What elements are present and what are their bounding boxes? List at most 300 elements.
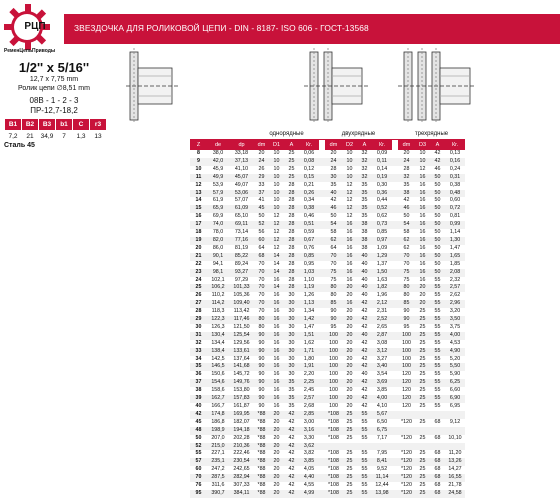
chain-size: 1/2'' x 5/16'' bbox=[18, 60, 90, 75]
table-cell: 25 bbox=[415, 379, 430, 387]
table-cell: 90 bbox=[258, 387, 265, 394]
table-cell: 28 bbox=[288, 244, 295, 251]
table-cell: 3,54 bbox=[376, 371, 388, 378]
table-cell: 122,3 bbox=[207, 316, 229, 324]
table-cell: 0,72 bbox=[445, 205, 465, 213]
table-cell: 6,25 bbox=[445, 379, 465, 387]
table-cell: 1,47 bbox=[449, 244, 461, 251]
table-cell: 10 bbox=[342, 174, 357, 182]
table-cell: *88 bbox=[257, 450, 266, 457]
table-cell: 2,96 bbox=[445, 300, 465, 308]
table-cell: 10 bbox=[269, 174, 284, 182]
table-cell: 0,21 bbox=[303, 181, 315, 188]
table-cell: 42 bbox=[288, 418, 295, 425]
table-cell: 32 bbox=[398, 174, 415, 182]
table-cell: 30 bbox=[284, 316, 299, 324]
table-cell: *88 bbox=[254, 458, 269, 466]
table-cell: *108 bbox=[325, 458, 342, 466]
table-cell: 85 bbox=[398, 300, 415, 308]
table-cell: 25 bbox=[419, 403, 426, 409]
teeth-count-cell: 22 bbox=[195, 260, 202, 267]
table-cell: 90,1 bbox=[207, 253, 229, 261]
table-cell: 50 bbox=[434, 260, 441, 267]
table-cell: 10 bbox=[346, 150, 353, 156]
table-cell: 55 bbox=[430, 300, 445, 308]
table-cell: 166,7 bbox=[211, 403, 225, 409]
table-cell: *88 bbox=[257, 418, 266, 425]
table-cell: 25 bbox=[284, 158, 299, 166]
table-cell bbox=[430, 427, 445, 435]
table-cell: 25 bbox=[346, 418, 353, 425]
table-cell: 0,06 bbox=[303, 150, 315, 156]
table-cell: 14 bbox=[273, 260, 280, 267]
dimension-header: B2 bbox=[22, 119, 39, 131]
table-cell: 0,46 bbox=[303, 213, 315, 220]
table-cell: 70 bbox=[258, 292, 265, 299]
table-cell: 53,06 bbox=[229, 190, 254, 198]
teeth-count-cell: 95 bbox=[190, 490, 207, 498]
table-cell: 30 bbox=[325, 174, 342, 182]
table-cell: 384,11 bbox=[229, 490, 254, 498]
table-cell: 20 bbox=[273, 466, 280, 473]
table-cell: 20 bbox=[346, 387, 353, 394]
table-cell: 150,6 bbox=[211, 371, 225, 378]
dimension-header: B1 bbox=[5, 119, 22, 131]
table-cell: 42,0 bbox=[207, 158, 229, 166]
table-cell: 60 bbox=[254, 237, 269, 245]
table-cell: 20 bbox=[403, 150, 410, 156]
table-cell: 55 bbox=[434, 292, 441, 299]
column-header: D2 bbox=[342, 140, 357, 151]
table-cell: 1,34 bbox=[303, 308, 315, 315]
teeth-count-cell: 14 bbox=[195, 197, 202, 204]
dimension-header: B3 bbox=[39, 119, 56, 131]
table-row bbox=[190, 166, 465, 174]
table-cell bbox=[415, 443, 430, 451]
table-cell: 38 bbox=[361, 229, 368, 236]
table-cell: 12 bbox=[273, 213, 280, 220]
table-cell: 42 bbox=[284, 458, 299, 466]
table-cell: 30 bbox=[284, 363, 299, 371]
table-cell: 29 bbox=[254, 174, 269, 182]
table-cell: 50 bbox=[430, 253, 445, 261]
table-cell: 50 bbox=[258, 213, 265, 220]
table-cell: 1,13 bbox=[299, 300, 319, 308]
table-cell: 2,12 bbox=[372, 300, 392, 308]
table-cell bbox=[398, 411, 415, 419]
table-cell: 12,44 bbox=[375, 482, 389, 489]
table-cell: 42 bbox=[284, 411, 299, 419]
table-cell: 90 bbox=[325, 316, 342, 324]
table-cell: 100 bbox=[402, 355, 411, 362]
dimension-header: b1 bbox=[56, 119, 73, 131]
table-cell: 16 bbox=[273, 355, 280, 362]
table-cell: 28 bbox=[284, 221, 299, 229]
table-cell: 25 bbox=[415, 348, 430, 356]
table-cell: 10 bbox=[346, 165, 353, 172]
table-cell: 81,19 bbox=[234, 244, 249, 251]
table-cell: 25 bbox=[415, 363, 430, 371]
dimension-value: 21 bbox=[26, 133, 34, 140]
table-cell: 68 bbox=[434, 434, 441, 441]
table-cell: 75 bbox=[398, 269, 415, 277]
teeth-count-cell: 15 bbox=[190, 205, 207, 213]
table-cell: 133,61 bbox=[229, 348, 254, 356]
table-cell: 25 bbox=[419, 339, 426, 346]
table-cell: 55 bbox=[434, 323, 441, 330]
table-cell: 100 bbox=[325, 379, 342, 387]
table-cell: 118,3 bbox=[211, 308, 225, 315]
table-cell: 14,27 bbox=[448, 466, 462, 473]
table-cell: 55 bbox=[434, 355, 441, 362]
table-cell: 55 bbox=[434, 371, 441, 378]
table-cell: 50 bbox=[403, 213, 410, 220]
table-cell: 2,87 bbox=[372, 332, 392, 340]
table-cell: 20 bbox=[269, 443, 284, 451]
table-cell: 50 bbox=[430, 269, 445, 277]
table-cell: 70 bbox=[330, 260, 337, 267]
table-row bbox=[190, 371, 465, 379]
table-cell: 55 bbox=[430, 332, 445, 340]
column-header: Кг. bbox=[445, 140, 465, 151]
table-cell: 73,14 bbox=[234, 229, 249, 236]
table-cell: 16 bbox=[269, 316, 284, 324]
table-cell: 50 bbox=[434, 197, 441, 204]
table-cell: 55 bbox=[434, 308, 441, 315]
table-cell: 20 bbox=[330, 150, 337, 156]
table-cell: 0,11 bbox=[372, 158, 392, 166]
table-cell: 68 bbox=[434, 482, 441, 489]
table-cell: 38 bbox=[398, 190, 415, 198]
page-title: ЗВЕЗДОЧКА ДЛЯ РОЛИКОВОЙ ЦЕПИ - DIN - 8187- ISO 606 - ГОСТ-13568 bbox=[74, 23, 369, 33]
table-row bbox=[190, 197, 465, 205]
table-cell: 4,99 bbox=[299, 490, 319, 498]
table-cell: 1,63 bbox=[376, 276, 388, 283]
table-row bbox=[190, 190, 465, 198]
table-cell: 0,13 bbox=[449, 150, 461, 156]
group-header-single: однорядные bbox=[254, 128, 319, 140]
dimension-value: 1,3 bbox=[76, 133, 86, 140]
table-cell: 70 bbox=[258, 308, 265, 315]
table-cell: 120 bbox=[402, 387, 411, 394]
table-cell: 20 bbox=[415, 284, 430, 292]
table-cell: 114,2 bbox=[207, 300, 229, 308]
teeth-count-cell: 8 bbox=[197, 150, 200, 156]
table-cell: 20 bbox=[342, 316, 357, 324]
table-cell: 50 bbox=[430, 237, 445, 245]
table-cell: 24,58 bbox=[445, 490, 465, 498]
table-cell: 207,0 bbox=[211, 434, 225, 441]
table-cell: 1,19 bbox=[299, 284, 319, 292]
table-cell: 53,9 bbox=[212, 181, 224, 188]
table-cell: 227,1 bbox=[211, 450, 225, 457]
table-row bbox=[190, 411, 465, 419]
table-cell: 5,67 bbox=[372, 411, 392, 419]
table-row bbox=[190, 261, 465, 269]
table-cell: 2,20 bbox=[303, 371, 315, 378]
table-cell: 0,99 bbox=[445, 221, 465, 229]
table-cell: 3,00 bbox=[303, 418, 315, 425]
table-cell: 69,9 bbox=[212, 213, 224, 220]
table-cell: 35 bbox=[361, 181, 368, 188]
table-cell: 64 bbox=[330, 244, 337, 251]
table-cell: 40 bbox=[357, 253, 372, 261]
table-cell: 130,4 bbox=[207, 332, 229, 340]
dimensions-table bbox=[4, 118, 107, 142]
table-cell: 28 bbox=[288, 229, 295, 236]
teeth-count-cell: 25 bbox=[190, 284, 207, 292]
table-cell: 80 bbox=[398, 284, 415, 292]
table-cell: 0,24 bbox=[449, 165, 461, 172]
table-cell: 50 bbox=[434, 244, 441, 251]
table-cell: 20 bbox=[346, 371, 353, 378]
table-cell: 55 bbox=[357, 474, 372, 482]
table-cell: 40 bbox=[361, 276, 368, 283]
chain-dimensions: 12,7 x 7,75 mm bbox=[29, 76, 79, 83]
table-cell: 1,62 bbox=[303, 339, 315, 346]
table-cell: 54 bbox=[398, 221, 415, 229]
table-cell: 28 bbox=[330, 165, 337, 172]
table-cell: 121,50 bbox=[233, 323, 250, 330]
table-cell: 16,55 bbox=[445, 474, 465, 482]
table-row bbox=[190, 158, 465, 166]
table-cell: 12 bbox=[346, 213, 353, 220]
table-cell: 161,87 bbox=[233, 403, 250, 409]
teeth-count-cell: 24 bbox=[195, 276, 202, 283]
table-cell: 42 bbox=[288, 482, 295, 489]
table-cell: 142,5 bbox=[211, 355, 225, 362]
table-cell: 145,72 bbox=[233, 371, 250, 378]
table-cell bbox=[445, 443, 465, 451]
table-cell: 8,41 bbox=[372, 458, 392, 466]
table-cell: 242,65 bbox=[233, 466, 250, 473]
table-cell: 20 bbox=[346, 403, 353, 409]
table-row bbox=[190, 387, 465, 395]
table-cell: 20 bbox=[346, 292, 353, 299]
table-cell: 40 bbox=[361, 371, 368, 378]
table-row bbox=[190, 324, 465, 332]
teeth-count-cell: 37 bbox=[190, 379, 207, 387]
dimension-value: 7 bbox=[62, 133, 66, 140]
table-cell: 40 bbox=[361, 292, 368, 299]
table-cell: 12 bbox=[273, 229, 280, 236]
table-cell: 7,17 bbox=[376, 434, 388, 441]
table-cell: 42 bbox=[361, 355, 368, 362]
table-cell: 28 bbox=[288, 181, 295, 188]
table-cell: 3,12 bbox=[372, 348, 392, 356]
table-cell: 4,53 bbox=[449, 339, 461, 346]
table-cell: 32 bbox=[361, 165, 368, 172]
table-cell: 68 bbox=[430, 490, 445, 498]
table-cell: 12 bbox=[419, 165, 426, 172]
table-cell: 24 bbox=[325, 158, 342, 166]
table-cell: 1,47 bbox=[303, 323, 315, 330]
table-cell: 70 bbox=[325, 253, 342, 261]
dimension-value: 13 bbox=[94, 133, 102, 140]
column-header: Кг. bbox=[299, 140, 319, 151]
table-cell: 100 bbox=[329, 387, 338, 394]
table-cell: 42 bbox=[434, 150, 441, 156]
table-cell: 55 bbox=[430, 316, 445, 324]
table-cell: 1,30 bbox=[445, 237, 465, 245]
table-cell: 25 bbox=[342, 427, 357, 435]
table-cell: 62 bbox=[325, 237, 342, 245]
table-cell: 117,46 bbox=[229, 316, 254, 324]
table-cell: 16 bbox=[269, 363, 284, 371]
table-cell: 0,67 bbox=[299, 237, 319, 245]
table-row bbox=[190, 435, 465, 443]
table-cell: 90 bbox=[258, 403, 265, 409]
teeth-count-cell: 38 bbox=[195, 387, 202, 394]
table-cell: 100 bbox=[325, 348, 342, 356]
table-cell: 90 bbox=[403, 308, 410, 315]
table-cell: 94,1 bbox=[212, 260, 224, 267]
table-cell: 64 bbox=[258, 244, 265, 251]
teeth-count-cell: 19 bbox=[190, 237, 207, 245]
table-cell: 28 bbox=[284, 253, 299, 261]
table-cell: 25 bbox=[346, 434, 353, 441]
table-cell: 2,52 bbox=[372, 316, 392, 324]
table-cell: 57,9 bbox=[207, 190, 229, 198]
table-cell: 20 bbox=[273, 482, 280, 489]
table-cell: 3,82 bbox=[303, 450, 315, 457]
table-cell: 80 bbox=[254, 316, 269, 324]
table-cell: 3,85 bbox=[299, 458, 319, 466]
table-cell: 16 bbox=[415, 205, 430, 213]
table-cell: 20 bbox=[269, 427, 284, 435]
table-row bbox=[190, 229, 465, 237]
table-cell: 40 bbox=[357, 269, 372, 277]
table-cell: 10 bbox=[269, 205, 284, 213]
table-row bbox=[190, 395, 465, 403]
table-cell: 20 bbox=[346, 339, 353, 346]
dimension-header: C bbox=[73, 119, 90, 131]
table-cell: 16 bbox=[269, 395, 284, 403]
table-cell: 16 bbox=[269, 379, 284, 387]
table-cell: 30 bbox=[284, 300, 299, 308]
table-cell: 157,83 bbox=[229, 395, 254, 403]
table-cell bbox=[398, 427, 415, 435]
table-cell: 68 bbox=[430, 474, 445, 482]
table-cell: 146,5 bbox=[207, 363, 229, 371]
table-cell: *88 bbox=[257, 482, 266, 489]
table-cell: 247,2 bbox=[211, 466, 225, 473]
table-cell: 186,8 bbox=[211, 418, 225, 425]
table-cell: 42 bbox=[357, 316, 372, 324]
table-cell: 50 bbox=[430, 190, 445, 198]
table-cell: 55 bbox=[430, 379, 445, 387]
table-row bbox=[190, 316, 465, 324]
table-cell: 37,13 bbox=[229, 158, 254, 166]
table-cell: 0,38 bbox=[449, 181, 461, 188]
table-cell: 32 bbox=[361, 150, 368, 156]
teeth-count-cell: 9 bbox=[190, 158, 207, 166]
table-cell: 12 bbox=[273, 244, 280, 251]
teeth-count-cell: 28 bbox=[195, 308, 202, 315]
table-cell: 42 bbox=[284, 490, 299, 498]
table-cell: 93,27 bbox=[229, 269, 254, 277]
teeth-count-cell: 48 bbox=[190, 427, 207, 435]
column-header: A bbox=[430, 140, 445, 151]
table-cell: 49,07 bbox=[234, 181, 249, 188]
table-cell: 100 bbox=[398, 332, 415, 340]
table-cell: 41,10 bbox=[234, 165, 249, 172]
table-cell: 50 bbox=[430, 221, 445, 229]
teeth-count-cell: 40 bbox=[195, 403, 202, 409]
table-cell: 12 bbox=[346, 181, 353, 188]
table-cell: 77,16 bbox=[229, 237, 254, 245]
column-header: D3 bbox=[415, 140, 430, 151]
group-header-double: двухрядные bbox=[325, 128, 392, 140]
table-cell: *108 bbox=[325, 427, 342, 435]
table-cell bbox=[445, 427, 465, 435]
table-cell: *120 bbox=[401, 466, 412, 473]
table-cell: 55 bbox=[430, 348, 445, 356]
table-cell: 28 bbox=[288, 276, 295, 283]
table-cell: 2,31 bbox=[376, 308, 388, 315]
table-cell: 68 bbox=[254, 253, 269, 261]
table-cell: 1,51 bbox=[299, 332, 319, 340]
table-cell: 11,14 bbox=[372, 474, 392, 482]
table-cell: *120 bbox=[401, 434, 412, 441]
table-cell: 0,16 bbox=[445, 158, 465, 166]
teeth-count-cell: 45 bbox=[195, 418, 202, 425]
teeth-count-cell: 11 bbox=[190, 174, 207, 182]
table-cell: 42 bbox=[284, 427, 299, 435]
table-cell: 1,03 bbox=[299, 269, 319, 277]
table-cell: 98,1 bbox=[207, 269, 229, 277]
table-cell: 1,42 bbox=[299, 316, 319, 324]
table-cell: *120 bbox=[398, 458, 415, 466]
table-cell: 16 bbox=[419, 244, 426, 251]
table-cell: 85 bbox=[325, 300, 342, 308]
table-cell: 10 bbox=[269, 190, 284, 198]
table-cell: 25 bbox=[284, 174, 299, 182]
table-cell: 0,60 bbox=[449, 197, 461, 204]
table-cell: 65,9 bbox=[207, 205, 229, 213]
table-cell: 100 bbox=[329, 371, 338, 378]
table-row bbox=[190, 150, 465, 158]
table-cell: 16 bbox=[342, 300, 357, 308]
table-row bbox=[190, 292, 465, 300]
table-cell: 12 bbox=[269, 237, 284, 245]
table-cell: 28 bbox=[288, 260, 295, 267]
table-cell: 13,98 bbox=[372, 490, 392, 498]
table-cell: 16 bbox=[415, 174, 430, 182]
table-cell: 10 bbox=[273, 150, 280, 156]
table-cell: 120 bbox=[402, 403, 411, 409]
table-cell: 1,80 bbox=[303, 355, 315, 362]
table-cell: 0,15 bbox=[299, 174, 319, 182]
table-cell: 16 bbox=[419, 197, 426, 204]
table-row bbox=[190, 237, 465, 245]
teeth-count-cell: 27 bbox=[190, 300, 207, 308]
table-cell: 55 bbox=[434, 339, 441, 346]
table-cell: 49,9 bbox=[207, 174, 229, 182]
table-cell: 58 bbox=[330, 229, 337, 236]
table-cell: 113,42 bbox=[233, 308, 250, 315]
table-cell: 16 bbox=[346, 260, 353, 267]
table-cell: 80 bbox=[258, 323, 265, 330]
table-cell: 50 bbox=[330, 213, 337, 220]
table-cell: 25 bbox=[419, 387, 426, 394]
table-cell: 158,6 bbox=[211, 387, 225, 394]
table-cell: 4,40 bbox=[299, 474, 319, 482]
table-cell: 42 bbox=[357, 379, 372, 387]
table-cell: 35 bbox=[288, 403, 295, 409]
table-cell: 20 bbox=[346, 355, 353, 362]
table-cell: 2,32 bbox=[449, 276, 461, 283]
